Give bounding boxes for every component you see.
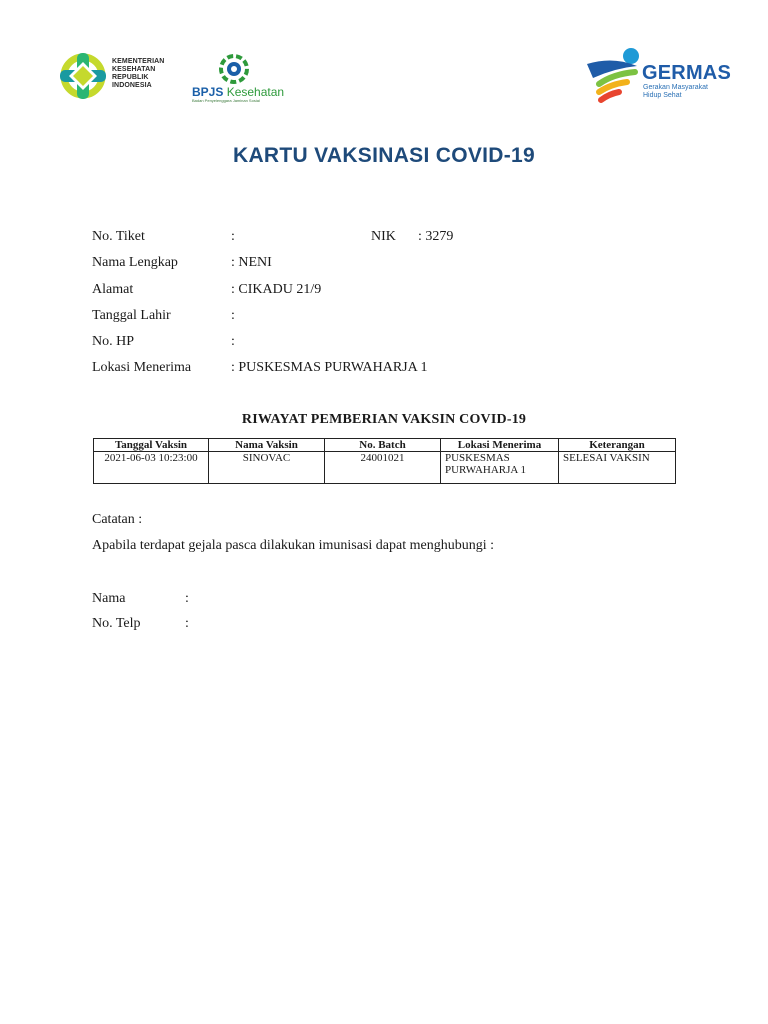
cell-location-line1: PUSKESMAS <box>445 452 510 464</box>
cell-vaccine: SINOVAC <box>209 452 325 484</box>
ticket-value: : <box>231 229 235 244</box>
history-title: RIWAYAT PEMBERIAN VAKSIN COVID-19 <box>241 412 527 427</box>
phone-label: No. HP <box>92 334 135 349</box>
header-vaccine: Nama Vaksin <box>209 439 325 452</box>
contact-text: Apabila terdapat gejala pasca dilakukan imunisasi dapat menghubungi : <box>92 538 494 553</box>
cell-location <box>441 452 559 484</box>
cell-location-line2: PURWAHARJA 1 <box>445 464 526 476</box>
germas-title: GERMAS <box>642 62 731 84</box>
contact-phone-value: : <box>185 616 189 631</box>
contact-name-label: Nama <box>92 591 126 606</box>
contact-name-value: : <box>185 591 189 606</box>
dob-label: Tanggal Lahir <box>92 308 171 323</box>
note-label: Catatan : <box>92 512 143 527</box>
nik-label: NIK <box>371 229 396 244</box>
table-row <box>94 452 676 484</box>
header-date: Tanggal Vaksin <box>94 439 209 452</box>
name-value: : NENI <box>231 255 272 270</box>
location-value: : PUSKESMAS PURWAHARJA 1 <box>231 360 428 375</box>
contact-phone-label: No. Telp <box>92 616 141 631</box>
cell-remarks: SELESAI VAKSIN <box>559 452 676 484</box>
page-title: KARTU VAKSINASI COVID-19 <box>232 144 535 167</box>
address-label: Alamat <box>92 282 134 297</box>
address-value: : CIKADU 21/9 <box>231 282 322 297</box>
nik-value: : 3279 <box>418 229 454 244</box>
header-batch: No. Batch <box>325 439 441 452</box>
cell-date: 2021-06-03 10:23:00 <box>94 452 209 484</box>
location-label: Lokasi Menerima <box>92 360 192 375</box>
kemenkes-name: KEMENTERIAN KESEHATAN REPUBLIK INDONESIA <box>112 58 165 89</box>
germas-subtitle: Gerakan Masyarakat Hidup Sehat <box>643 84 708 99</box>
ticket-label: No. Tiket <box>92 229 145 244</box>
bpjs-logo <box>214 52 254 88</box>
phone-value: : <box>231 334 235 349</box>
header-remarks: Keterangan <box>559 439 676 452</box>
name-label: Nama Lengkap <box>92 255 178 270</box>
table-header-row <box>94 439 676 452</box>
cell-batch: 24001021 <box>325 452 441 484</box>
kemenkes-logo <box>58 50 108 102</box>
bpjs-wordmark: BPJS Kesehatan Badan Penyelenggara Jaminan Sosial <box>192 85 285 103</box>
header-location: Lokasi Menerima <box>441 439 559 452</box>
dob-value: : <box>231 308 235 323</box>
vaccination-history-table <box>93 438 676 484</box>
germas-logo <box>585 42 643 110</box>
